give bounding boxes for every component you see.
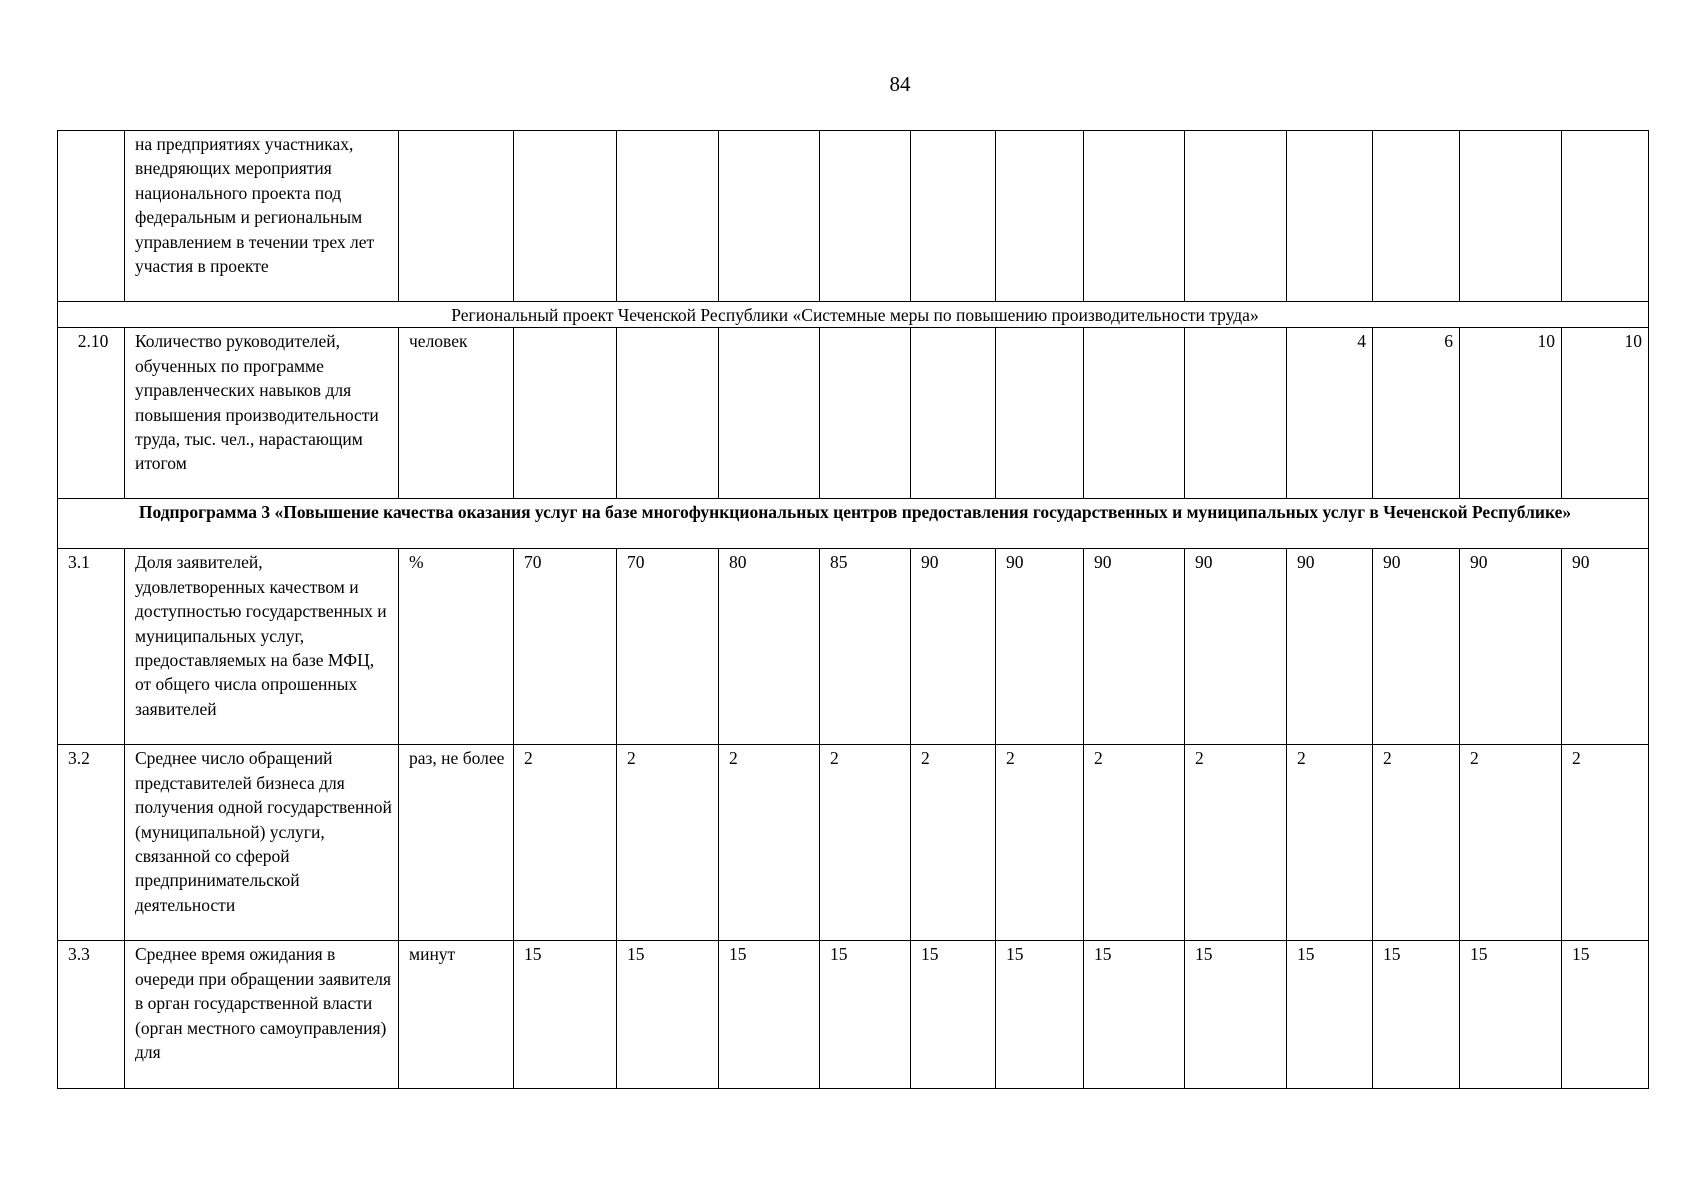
indicator-value: 2 — [1373, 745, 1460, 941]
table-row — [58, 302, 1649, 328]
indicator-name: Доля заявителей, удовлетворенных качеством и доступностью государственных и муниципальных услуг, предоставляемых на базе МФЦ, от общего числа опрошенных заявителей — [125, 549, 399, 745]
indicator-value — [911, 131, 996, 302]
indicator-value: 15 — [1185, 941, 1287, 1089]
indicator-value — [1373, 131, 1460, 302]
indicator-value: 2 — [719, 745, 820, 941]
indicator-value: 15 — [820, 941, 911, 1089]
indicator-value — [1460, 131, 1562, 302]
indicator-value — [1562, 131, 1649, 302]
indicator-value: 15 — [719, 941, 820, 1089]
table-row — [58, 131, 1649, 302]
indicator-table — [57, 130, 1649, 1089]
indicator-number: 3.1 — [58, 549, 125, 745]
indicator-value: 15 — [1562, 941, 1649, 1089]
indicator-value: 90 — [1373, 549, 1460, 745]
indicator-value: 90 — [1562, 549, 1649, 745]
indicator-value — [514, 328, 617, 499]
indicator-value: 70 — [514, 549, 617, 745]
indicator-value: 90 — [1084, 549, 1185, 745]
indicator-value: 70 — [617, 549, 719, 745]
page-number: 84 — [889, 72, 911, 96]
indicator-value — [820, 328, 911, 499]
indicator-value: 10 — [1562, 328, 1649, 499]
indicator-value: 2 — [617, 745, 719, 941]
indicator-value — [996, 328, 1084, 499]
indicator-value: 2 — [820, 745, 911, 941]
indicator-value: 90 — [1460, 549, 1562, 745]
indicator-value — [1185, 131, 1287, 302]
table-row — [58, 941, 1649, 1089]
indicator-value: 15 — [1287, 941, 1373, 1089]
indicator-value: 90 — [1185, 549, 1287, 745]
indicator-unit: минут — [399, 941, 514, 1089]
table-row — [58, 549, 1649, 745]
indicator-value: 2 — [911, 745, 996, 941]
table-row — [58, 328, 1649, 499]
indicator-value — [719, 131, 820, 302]
indicator-value — [617, 328, 719, 499]
indicator-value: 2 — [1460, 745, 1562, 941]
table-row — [58, 499, 1649, 549]
indicator-value — [820, 131, 911, 302]
indicator-number: 3.2 — [58, 745, 125, 941]
indicator-value: 15 — [1084, 941, 1185, 1089]
indicator-value — [1084, 131, 1185, 302]
indicator-value — [719, 328, 820, 499]
indicator-value: 15 — [1373, 941, 1460, 1089]
indicator-value: 2 — [1084, 745, 1185, 941]
indicator-value: 85 — [820, 549, 911, 745]
subprogram-banner: Подпрограмма 3 «Повышение качества оказания услуг на базе многофункциональных центров предоставления государственных и муниципальных услуг в Чеченской Республике» — [58, 499, 1649, 549]
indicator-unit: раз, не более — [399, 745, 514, 941]
indicator-value: 10 — [1460, 328, 1562, 499]
section-banner: Региональный проект Чеченской Республики «Системные меры по повышению производительности труда» — [58, 302, 1649, 328]
indicator-unit: человек — [399, 328, 514, 499]
indicator-value: 2 — [1562, 745, 1649, 941]
indicator-value: 80 — [719, 549, 820, 745]
indicator-value — [1084, 328, 1185, 499]
indicator-name: Среднее время ожидания в очереди при обращении заявителя в орган государственной власти (орган местного самоуправления) для — [125, 941, 399, 1089]
indicator-unit: % — [399, 549, 514, 745]
indicator-value: 15 — [911, 941, 996, 1089]
indicator-value — [911, 328, 996, 499]
indicator-value: 2 — [514, 745, 617, 941]
indicator-value: 15 — [996, 941, 1084, 1089]
indicator-value — [1185, 328, 1287, 499]
indicator-value: 90 — [1287, 549, 1373, 745]
indicator-value: 6 — [1373, 328, 1460, 499]
indicator-name: на предприятиях участниках, внедряющих мероприятия национального проекта под федеральным и региональным управлением в течении трех лет участия в проекте — [125, 131, 399, 302]
indicator-value — [1287, 131, 1373, 302]
indicator-value: 4 — [1287, 328, 1373, 499]
indicator-value: 90 — [996, 549, 1084, 745]
indicator-value: 15 — [1460, 941, 1562, 1089]
indicator-value: 2 — [1287, 745, 1373, 941]
indicator-name: Среднее число обращений представителей бизнеса для получения одной государственной (муниципальной) услуги, связанной со сферой предпринимательской деятельности — [125, 745, 399, 941]
indicator-name: Количество руководителей, обученных по программе управленческих навыков для повышения производительности труда, тыс. чел., нарастающим итогом — [125, 328, 399, 499]
indicator-value — [514, 131, 617, 302]
indicator-value: 2 — [1185, 745, 1287, 941]
indicator-number — [58, 131, 125, 302]
indicator-number: 2.10 — [58, 328, 125, 499]
indicator-value: 90 — [911, 549, 996, 745]
table-row — [58, 745, 1649, 941]
indicator-value — [996, 131, 1084, 302]
indicator-value: 2 — [996, 745, 1084, 941]
indicator-unit — [399, 131, 514, 302]
indicator-value — [617, 131, 719, 302]
indicator-value: 15 — [617, 941, 719, 1089]
indicator-number: 3.3 — [58, 941, 125, 1089]
indicator-value: 15 — [514, 941, 617, 1089]
